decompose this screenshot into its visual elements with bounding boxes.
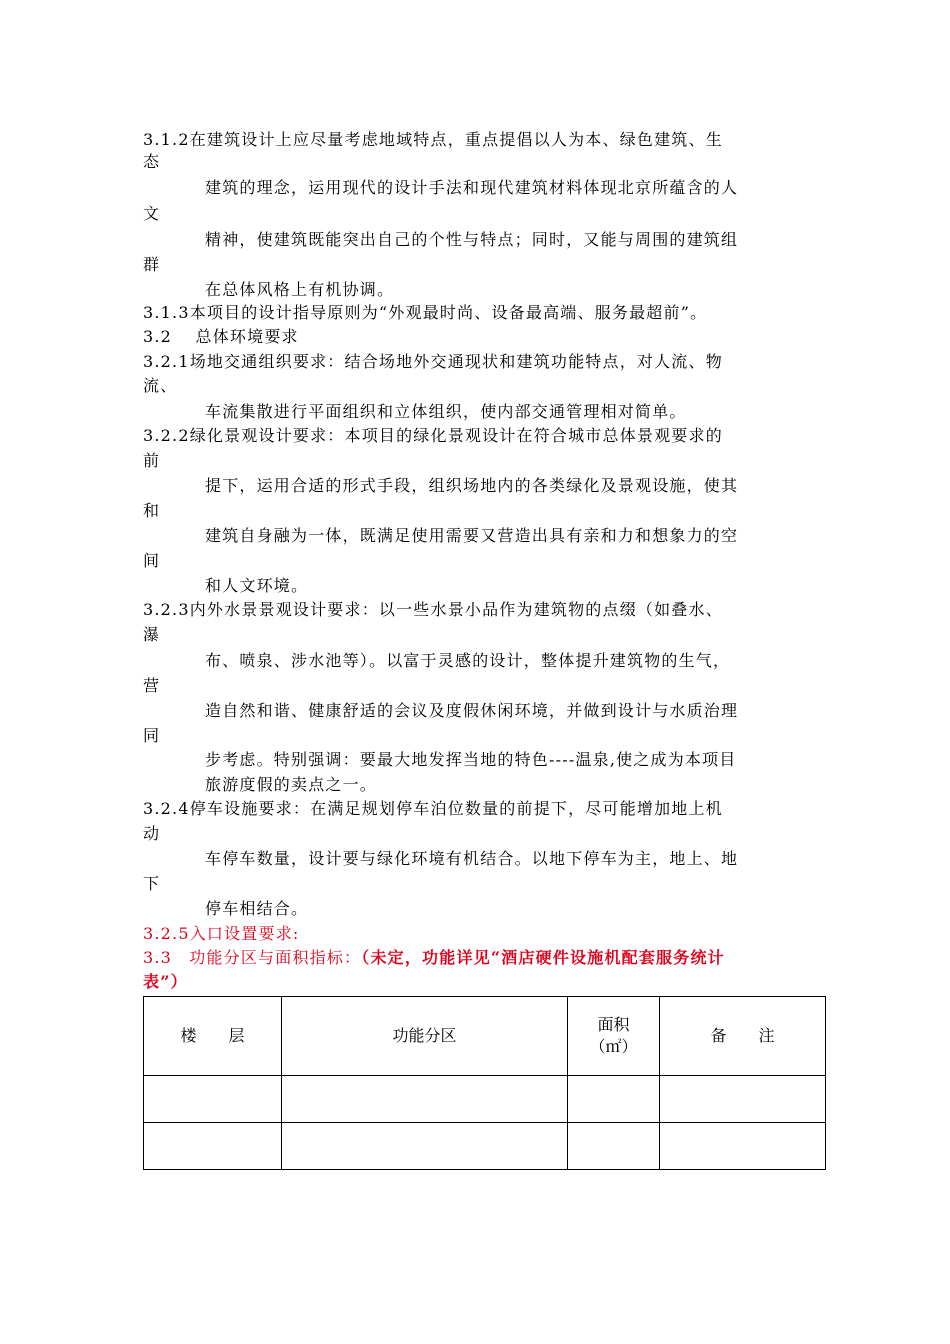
table-cell xyxy=(568,1123,660,1170)
text-line: 和 xyxy=(143,501,161,520)
text-line: 3.1.3本项目的设计指导原则为“外观最时尚、设备最高端、服务最超前”。 xyxy=(143,303,708,322)
header-area-label: 面积 xyxy=(597,1015,630,1034)
table-cell xyxy=(144,1123,282,1170)
text-line: 车停车数量，设计要与绿化环境有机结合。以地下停车为主，地上、地 xyxy=(205,849,739,868)
section-heading-note: （未定，功能详见“酒店硬件设施机配套服务统计 xyxy=(361,948,725,967)
text-line: 群 xyxy=(143,255,161,274)
text-line: 布、喷泉、涉水池等）。以富于灵感的设计，整体提升建筑物的生气， xyxy=(205,651,731,670)
text-line: 3.2.3内外水景景观设计要求：以一些水景小品作为建筑物的点缀（如叠水、 xyxy=(143,600,723,619)
table-cell xyxy=(282,1076,568,1123)
table-row xyxy=(144,1076,826,1123)
text-line: 旅游度假的卖点之一。 xyxy=(205,775,378,794)
area-table xyxy=(143,996,826,1170)
text-line: 瀑 xyxy=(143,625,161,644)
section-heading-zoning xyxy=(143,947,725,969)
text-line: 流、 xyxy=(143,376,178,395)
text-line: 态 xyxy=(143,152,161,171)
text-line: 3.2.2绿化景观设计要求：本项目的绿化景观设计在符合城市总体景观要求的 xyxy=(143,426,723,445)
text-line: 步考虑。特别强调：要最大地发挥当地的特色----温泉,使之成为本项目 xyxy=(205,750,737,769)
header-area-unit: （㎡） xyxy=(589,1037,638,1056)
text-line: 文 xyxy=(143,204,161,223)
section-heading-note-continued: 表”） xyxy=(143,972,188,991)
text-line: 动 xyxy=(143,824,161,843)
text-line: 3.1.2在建筑设计上应尽量考虑地域特点，重点提倡以人为本、绿色建筑、生 xyxy=(143,130,723,149)
text-line: 精神，使建筑既能突出自己的个性与特点；同时，又能与周围的建筑组 xyxy=(205,230,739,249)
table-cell xyxy=(660,1123,826,1170)
table-cell xyxy=(660,1076,826,1123)
header-floor: 楼 层 xyxy=(144,997,282,1076)
text-line: 间 xyxy=(143,551,161,570)
table-cell xyxy=(144,1076,282,1123)
section-heading-entrance: 3.2.5入口设置要求: xyxy=(143,924,300,943)
text-line: 同 xyxy=(143,726,161,745)
table-cell xyxy=(568,1076,660,1123)
header-remarks: 备 注 xyxy=(660,997,826,1076)
table-cell xyxy=(282,1123,568,1170)
text-line: 前 xyxy=(143,451,161,470)
header-area xyxy=(568,997,660,1076)
text-line: 在总体风格上有机协调。 xyxy=(205,280,395,299)
text-line: 和人文环境。 xyxy=(205,576,309,595)
table-row xyxy=(144,1123,826,1170)
text-line: 提下，运用合适的形式手段，组织场地内的各类绿化及景观设施，使其 xyxy=(205,476,739,495)
text-line: 建筑自身融为一体，既满足使用需要又营造出具有亲和力和想象力的空 xyxy=(205,526,739,545)
text-line: 3.2.1场地交通组织要求：结合场地外交通现状和建筑功能特点，对人流、物 xyxy=(143,352,723,371)
text-line: 营 xyxy=(143,676,161,695)
text-line: 3.2.4停车设施要求：在满足规划停车泊位数量的前提下，尽可能增加地上机 xyxy=(143,799,723,818)
text-line: 3.2 总体环境要求 xyxy=(143,327,299,346)
section-heading-prefix: 3.3 功能分区与面积指标： xyxy=(143,948,362,967)
text-line: 下 xyxy=(143,874,161,893)
header-function-zone: 功能分区 xyxy=(282,997,568,1076)
table-header-row xyxy=(144,997,826,1076)
text-line: 造自然和谐、健康舒适的会议及度假休闲环境，并做到设计与水质治理 xyxy=(205,701,739,720)
text-line: 建筑的理念，运用现代的设计手法和现代建筑材料体现北京所蕴含的人 xyxy=(205,178,739,197)
text-line: 车流集散进行平面组织和立体组织，使内部交通管理相对简单。 xyxy=(205,402,687,421)
text-line: 停车相结合。 xyxy=(205,899,309,918)
